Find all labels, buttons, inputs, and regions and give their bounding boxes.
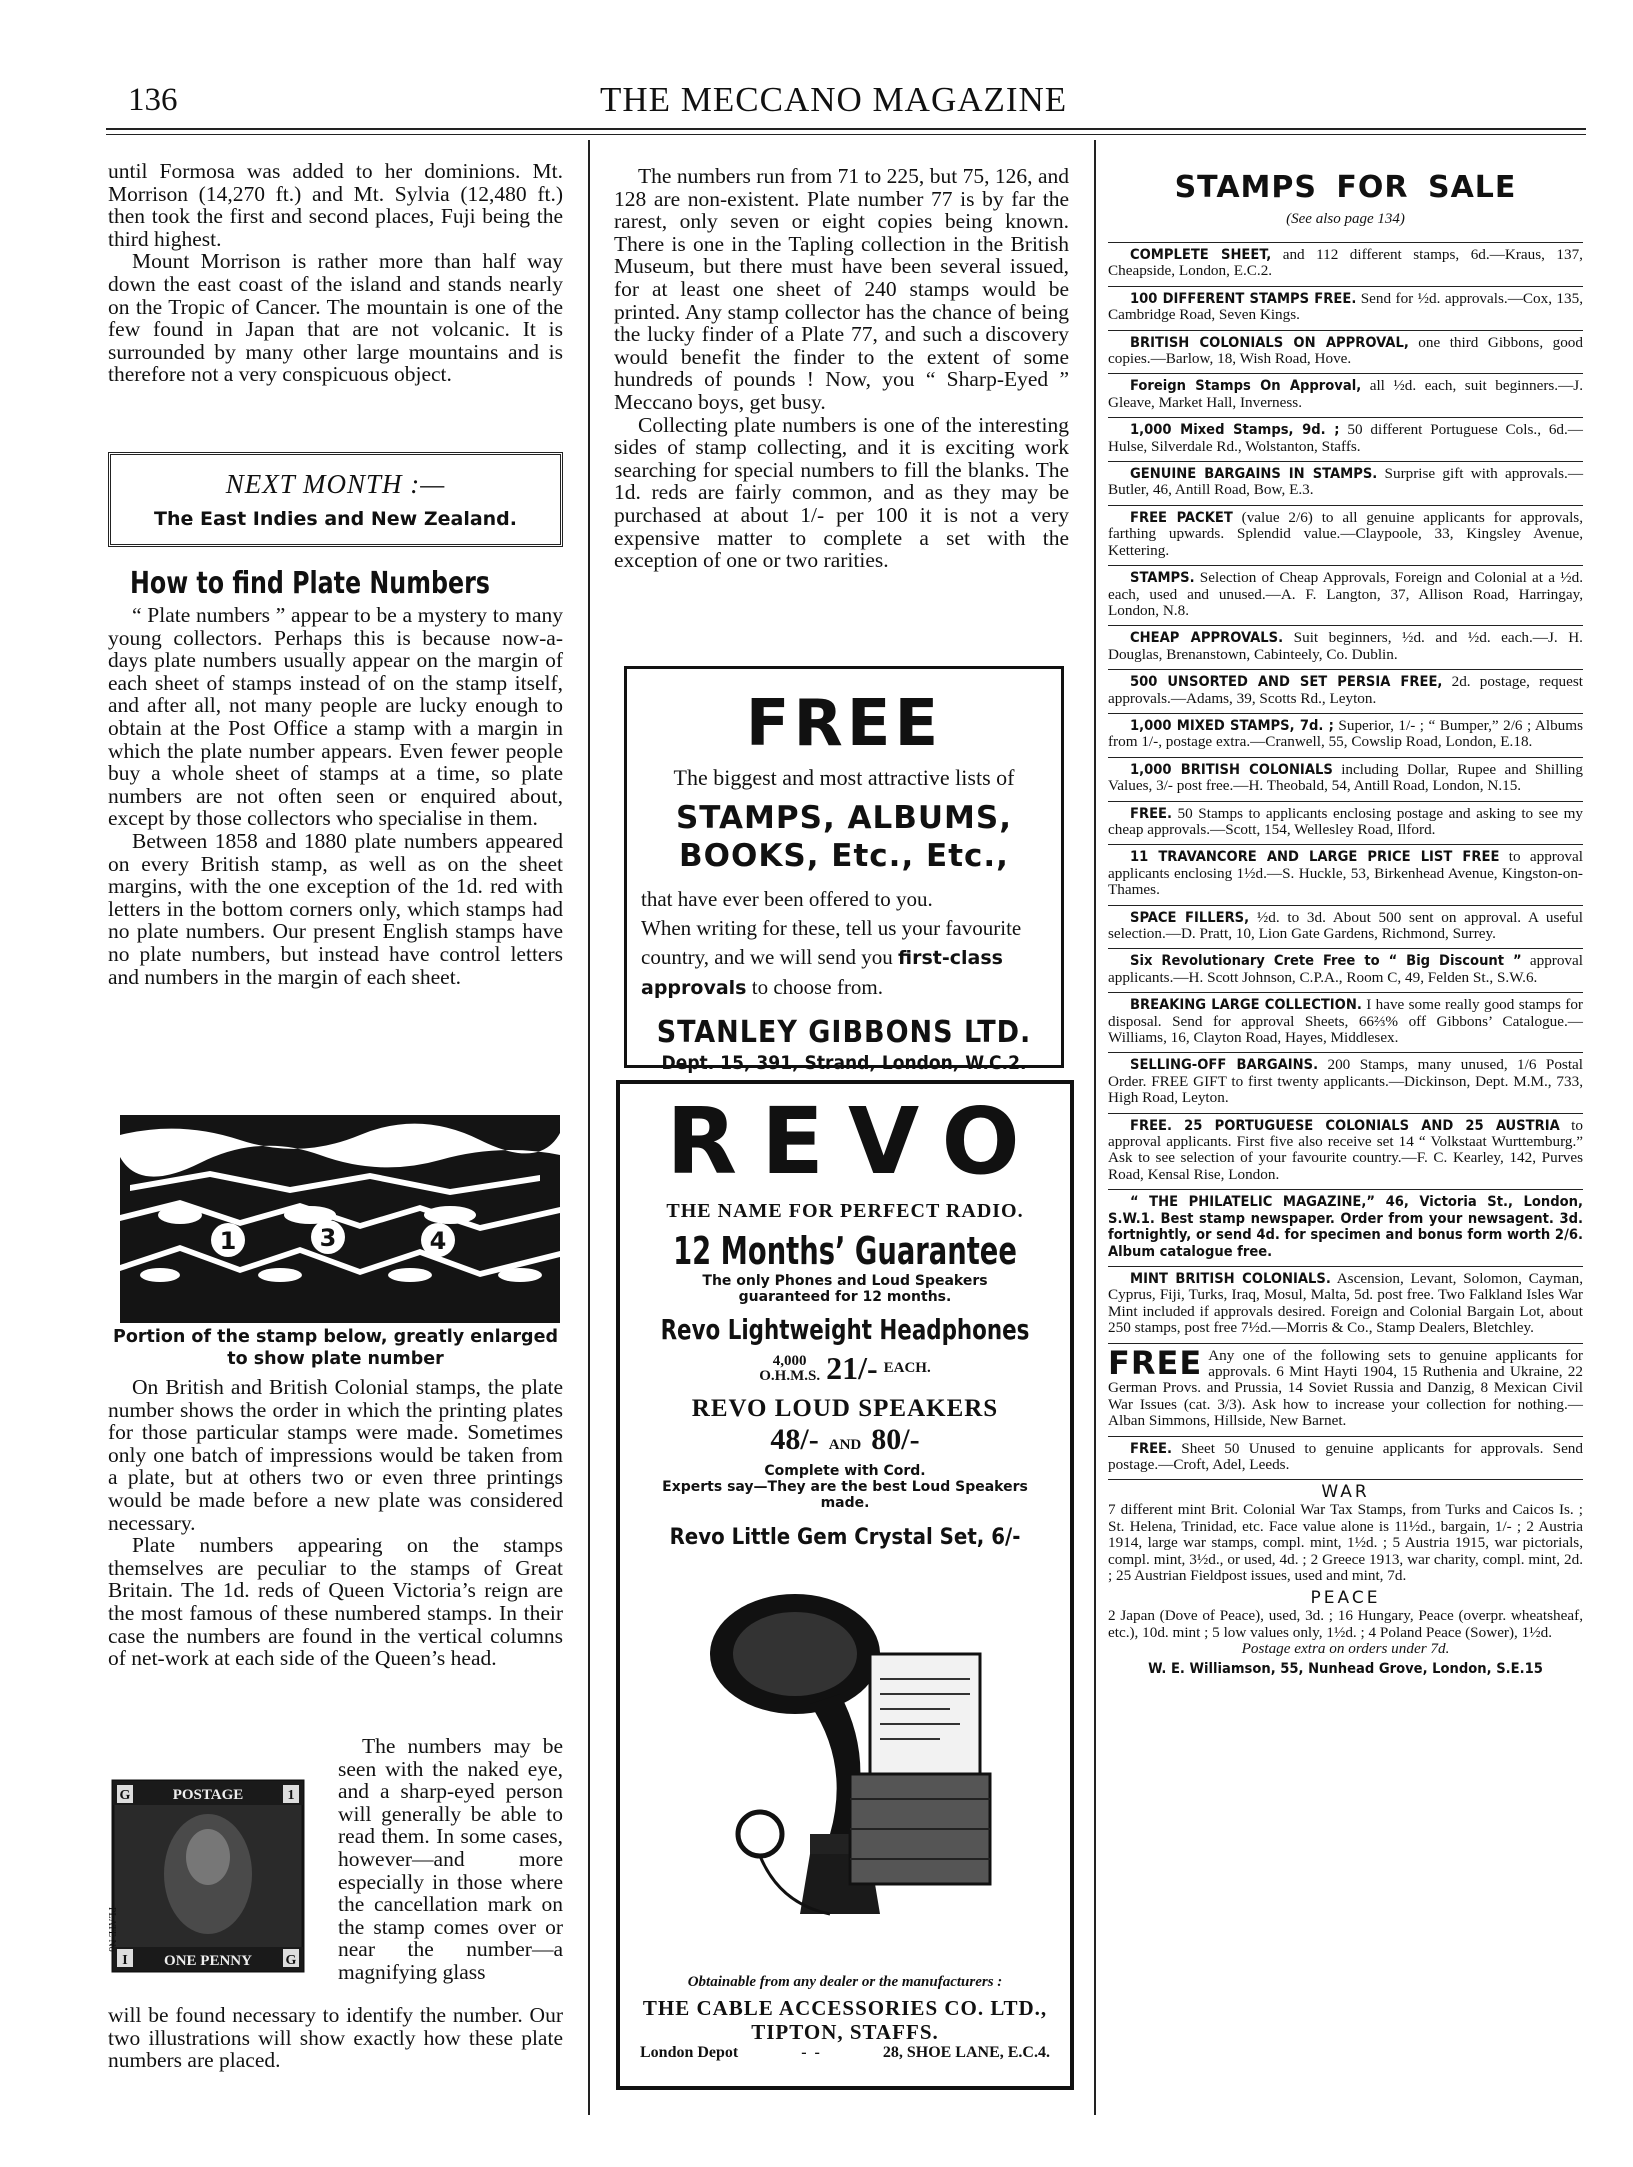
revo-experts: Experts say—They are the best Loud Speakers made. [662,1479,1028,1511]
ad-text: I have some really good stamps for disposal. Send for approval Sheets, 66⅔% off Gibbons’ Catalogue.—Williams, 16, Clayton Road, Hayes, Middlesex. [1108,996,1583,1047]
ad-text: (value 2/6) to all genuine applicants for approvals, farthing upwards. Splendid value.—Claypoole, 33, Kingsley Avenue, Kettering. [1108,508,1584,559]
advertiser-signoff: W. E. Williamson, 55, Nunhead Grove, London, S.E.15 [1148,1659,1543,1677]
ohms-number: 4,000 [772,1352,807,1369]
revo-obtainable: Obtainable from any dealer or the manufacturers : [687,1974,1003,1990]
classifieds-see-also: (See also page 134) [1286,211,1405,227]
stamp-value-text: ONE PENNY [164,1953,252,1969]
manufacturer-town: TIPTON, STAFFS. [751,2020,939,2044]
advert-text: to choose from. [746,975,883,999]
classified-ad [1108,669,1583,713]
classified-ad [1108,461,1583,505]
and-label: AND [828,1437,862,1453]
free-word: FREE [1108,1343,1203,1382]
ad-lead: SELLING-OFF BARGAINS. [1130,1056,1319,1074]
classified-ad [1108,801,1583,845]
classified-ad [1108,757,1583,801]
advert-emphasis: first-class approvals [641,947,1003,999]
stanley-gibbons-advert [624,666,1064,1074]
ad-text: Superior, 1/- ; “ Bumper,” 2/6 ; Albums from 1/-, postage extra.—Cranwell, 55, Cowslip Road, London, E.18. [1108,716,1583,751]
ad-lead: FREE. [1130,804,1173,822]
advert-text: When writing for these, tell us your favourite country, and we will send you [641,916,1022,969]
ad-lead: GENUINE BARGAINS IN STAMPS. [1130,465,1378,483]
paragraph: On British and British Colonial stamps, the plate number shows the order in which the printing plates for those particular stamps were made. Sometimes only one batch of impressions would be taken from a plate, but at others two or even three printings would be made before a new plate was considered necessary. [108,1375,563,1535]
radio-horn-illustration [700,1584,1000,1964]
revo-guarantee: 12 Months’ Guarantee [673,1229,1017,1273]
ad-text: 2d. postage, request approvals.—Adams, 39, Scotts Rd., Leyton. [1108,673,1583,707]
ad-lead: COMPLETE SHEET, [1130,246,1272,263]
ad-text: to approval applicants enclosing 1½d.—S. Huckle, 53, Birkenhead Avenue, Kingston-on-Thames. [1108,848,1583,899]
ad-lead: 11 TRAVANCORE AND LARGE PRICE LIST FREE [1130,848,1500,866]
ohms-label: O.H.M.S. [759,1367,821,1384]
ad-text: and 112 different stamps, 6d.—Kraus, 137, Cheapside, London, E.C.2. [1108,246,1583,280]
revo-headphone-price [620,1350,1070,1387]
peace-heading: PEACE [1310,1588,1381,1609]
ad-lead: BRITISH COLONIALS ON APPROVAL, [1130,333,1409,351]
header-rule-thin [106,134,1586,135]
revo-loudspeaker-prices [620,1423,1070,1457]
advert-headline: FREE [745,687,943,761]
classified-ad [1108,992,1583,1052]
advert-body [627,885,1061,1003]
classified-ad [1108,1189,1583,1266]
penny-red-stamp-image [105,1777,310,1977]
ad-text: Send for ½d. approvals.—Cox, 135, Cambridge Road, Seven Kings. [1108,289,1583,324]
article-body-tail [108,2004,563,2072]
classified-ad [1108,242,1583,286]
article-body-wrap [338,1735,563,1984]
paragraph: will be found necessary to identify the number. Our two illustrations will show exactly how these plate numbers are placed. [108,2003,563,2073]
advert-line: The biggest and most attractive lists of [673,765,1015,790]
classified-ad [1108,625,1583,669]
ad-lead: Six Revolutionary Crete Free to “ Big Discount ” [1130,952,1522,970]
war-heading: WAR [1321,1482,1370,1503]
next-month-label: NEXT MONTH :— [225,469,446,499]
ad-text: Suit beginners, ½d. and ½d. each.—J. H. Douglas, Brenanstown, Cabinteely, Co. Dublin. [1108,629,1583,663]
ad-lead: “ THE PHILATELIC MAGAZINE,” 46, Victoria St., London, S.W.1. Best stamp newspaper. Order from your newsagent. 3d. fortnightly, or send 4d. for specimen and bonus form worth 2/6. Album catalogue free. [1108,1193,1583,1260]
classified-ad [1108,905,1583,949]
ad-lead: SPACE FILLERS, [1130,908,1250,926]
next-month-box [108,452,563,547]
figure-digit: 3 [319,1224,337,1252]
revo-radio-advert [616,1080,1074,2090]
stamp-letter: 1 [287,1788,295,1803]
ad-text: Surprise gift with approvals.—Butler, 46, Antill Road, Bow, E.3. [1108,465,1584,499]
advert-text: that have ever been offered to you. [641,887,933,911]
postage-note: Postage extra on orders under 7d. [1241,1640,1450,1658]
stamp-letter: G [119,1788,131,1803]
ad-lead: STAMPS. [1130,569,1195,587]
price: 21/- [826,1350,878,1386]
revo-brand: REVO [666,1088,1044,1195]
paragraph: “ Plate numbers ” appear to be a mystery to many young collectors. Perhaps this is because now-a-days plate numbers usually appear on the margin of each sheet of stamps instead of on the stamp itself, and after all, not many people are lucky enough to obtain at the Post Office a stamp with a margin in which the plate number appears. Even fewer people buy a whole sheet of stamps at a time, so plate numbers are not often seen or enquired about, except by those collectors who specialise in them. [108,603,563,831]
plate-number-enlargement [120,1115,560,1323]
classified-ad [1108,565,1583,625]
ad-text: one third Gibbons, good copies.—Barlow, 18, Wish Road, Hove. [1108,333,1583,368]
stamps-for-sale-column [1108,160,1583,1677]
ad-lead: FREE. 25 PORTUGUESE COLONIALS AND 25 AUSTRIA [1130,1116,1560,1134]
ad-lead: 500 UNSORTED AND SET PERSIA FREE, [1130,673,1443,691]
classified-ad [1108,1113,1583,1190]
figure-digit: 4 [429,1227,447,1255]
revo-london-depot: London Depot - - 28, SHOE LANE, E.C.4. [640,2044,1050,2061]
article-heading: How to find Plate Numbers [130,566,490,601]
advert-company: STANLEY GIBBONS LTD. [656,1015,1032,1050]
ad-lead: 1,000 Mixed Stamps, 9d. ; [1130,421,1340,439]
advert-address: Dept. 15, 391, Strand, London, W.C.2. [661,1052,1027,1074]
ad-lead: 1,000 MIXED STAMPS, 7d. ; [1130,716,1334,734]
manufacturer-name: THE CABLE ACCESSORIES CO. LTD., [642,1996,1048,2020]
stamp-letter: I [122,1953,128,1968]
classified-ad [1108,417,1583,461]
ad-lead: FREE. [1130,1439,1173,1457]
ad-text: 50 different Portuguese Cols., 6d.—Hulse, Silverdale Rd., Wolstanton, Staffs. [1108,421,1583,455]
classified-ad [1108,286,1583,330]
classified-ad [1108,330,1583,374]
column-divider [588,140,590,2115]
ad-text: all ½d. each, suit beginners.—J. Gleave, Market Hall, Inverness. [1108,377,1583,411]
ad-text: including Dollar, Rupee and Shilling Values, 3/- post free.—H. Theobald, 54, Antill Road, London, N.15. [1108,760,1583,795]
free-sets-advert [1108,1343,1583,1430]
classified-ad [1108,713,1583,757]
free-sets-text: Any one of the following sets to genuine applicants for approvals. 6 Mint Hayti 1904, 15 Ruthenia and Ukraine, 22 German Provs. and Prussia, 14 Soviet Russia and Danzig, 8 Mexican Civil War Issues (cat. 3/3). Ask how to increase your collection for nothing.—Alban Simmons, Hillside, New Barnet. [1108,1346,1583,1430]
figure-digit: 1 [219,1227,237,1255]
classified-ad [1108,373,1583,417]
revo-crystal-set: Revo Little Gem Crystal Set, 6/- [669,1525,1021,1550]
classified-ad [1108,1266,1583,1343]
ad-lead: CHEAP APPROVALS. [1130,629,1284,647]
price: 48/- [770,1423,819,1456]
paragraph: Mount Morrison is rather more than half way down the east coast of the island and stands nearly on the Tropic of Cancer. The mountain is one of the few found in Japan that are not volcanic. It is surrounded by many other large mountains and is therefore not a very conspicuous object. [108,249,563,387]
column-2-text [614,165,1069,572]
next-month-topic: The East Indies and New Zealand. [154,508,517,530]
figure-caption: Portion of the stamp below, greatly enlarged to show plate number [113,1327,558,1369]
magazine-title: THE MECCANO MAGAZINE [600,80,1068,119]
revo-tagline: THE NAME FOR PERFECT RADIO. [666,1200,1024,1222]
classified-ad [1108,505,1583,565]
classified-ads-list [1108,242,1583,1343]
ad-lead: MINT BRITISH COLONIALS. [1130,1269,1331,1287]
article-body [108,604,563,988]
ad-lead: FREE PACKET [1130,508,1233,526]
classified-ad [1108,948,1583,992]
article-body-continued [108,1376,563,1670]
ad-text: Ascension, Levant, Solomon, Cayman, Cyprus, Fiji, Turks, Iraq, Mosul, Malta, 5d. post free. Two Falkland Isles War Mint included if approvals desired. Foreign and Colonial Bargain Lot, about 250 stamps, post free 7½d.—Morris & Co., Stamp Dealers, Bletchley. [1108,1269,1583,1337]
paragraph: Collecting plate numbers is one of the interesting sides of stamp collecting, and it is exciting work searching for special numbers to fill the blanks. The 1d. reds are fairly common, and as they may be purchased at about 1/- per 100 it is not a very expensive matter to complete a set with the exception of one or two rarities. [614,412,1069,573]
plate-no-label: PLATE No [106,1907,117,1952]
ad-lead: 1,000 BRITISH COLONIALS [1130,760,1333,778]
paragraph: Between 1858 and 1880 plate numbers appeared on every British stamp, as well as on the sheet margins, with the one exception of the 1d. red with letters in the bottom corners only, which stamps had no plate numbers. Our present English stamps have no plate numbers, but instead have control letters and numbers in the margin of each sheet. [108,828,563,989]
classifieds-title: STAMPS FOR SALE [1174,170,1517,205]
classified-ad [1108,1436,1583,1480]
ad-text: Sheet 50 Unused to genuine applicants for approvals. Send postage.—Croft, Adel, Leeds. [1108,1439,1583,1473]
ad-lead: BREAKING LARGE COLLECTION. [1130,996,1362,1014]
war-text: 7 different mint Brit. Colonial War Tax Stamps, from Turks and Caicos Is. ; St. Helena, Trinidad, etc. Face value alone is 11½d., bargain, 1/- ; 2 Austria 1914, large war stamps, compl. mint, 1½d. ; 5 Austria 1915, war pictorials, compl. mint, 3½d., or used, 4d. ; 2 Greece 1913, war charity, compl. mint, 2d. ; 25 Austrian Fieldpost issues, used and mint, 7d. [1108,1501,1583,1584]
revo-only-line: The only Phones and Loud Speakers guaranteed for 12 months. [702,1273,988,1305]
ad-lead: Foreign Stamps On Approval, [1130,377,1362,395]
stamp-postage-text: POSTAGE [172,1787,244,1803]
price: 80/- [871,1423,920,1456]
each-label: EACH. [883,1359,931,1376]
page-number: 136 [128,82,178,118]
ad-text: ½d. to 3d. About 500 sent on approval. A useful selection.—D. Pratt, 10, Lion Gate Gardens, Richmond, Surrey. [1108,908,1583,942]
ad-text: Selection of Cheap Approvals, Foreign and Colonial at a ½d. each, used and unused.—A. F. Langton, 37, Allison Road, Harringay, London, N.8. [1108,569,1583,619]
ad-text: 200 Stamps, many unused, 1/6 Postal Order. FREE GIFT to first twenty applicants.—Dickinson, Dept. M.M., 733, High Road, Leyton. [1108,1056,1584,1107]
revo-cord: Complete with Cord. [764,1463,926,1479]
revo-manufacturer [620,1996,1070,2044]
ad-lead: 100 DIFFERENT STAMPS FREE. [1130,289,1357,307]
paragraph: The numbers may be seen with the naked eye, and a sharp-eyed person will generally be able to read them. In some cases, however—and more especially in those where the cancellation mark on the stamp comes over or near the number—a magnifying glass [338,1734,563,1984]
peace-text: 2 Japan (Dove of Peace), used, 3d. ; 16 Hungary, Peace (overpr. wheatsheaf, etc.), 10d. mint ; 5 low values only, 1½d. ; 4 Poland Peace (Sower), 1½d. [1108,1607,1583,1641]
depot-label: London Depot [640,2044,739,2061]
paragraph: Plate numbers appearing on the stamps themselves are peculiar to the stamps of Great Britain. The 1d. reds of Queen Victoria’s reign are the most famous of these numbered stamps. In their case the numbers are found in the vertical columns of net-work at each side of the Queen’s head. [108,1533,563,1671]
paragraph: until Formosa was added to her dominions. Mt. Morrison (14,270 ft.) and Mt. Sylvia (12,480 ft.) then took the first and second places, Fuji being the third highest. [108,159,563,251]
advert-stamps-line: BOOKS, Etc., Etc., [679,838,1009,874]
column-1-intro [108,160,563,386]
revo-headphones: Revo Lightweight Headphones [660,1313,1030,1346]
stamp-letter: G [285,1953,297,1968]
paragraph: The numbers run from 71 to 225, but 75, 126, and 128 are non-existent. Plate number 77 is by far the rarest, only seven or eight copies being known. There is one in the Tapling collection in the British Museum, but there must have been several issued, for at least one sheet of 240 stamps would be printed. Any stamp collector has the chance of being the lucky finder of a Plate 77, and such a discovery would benefit the finder to the extent of some hundreds of pounds ! Now, you “ Sharp-Eyed ” Meccano boys, get busy. [614,164,1069,414]
classified-ad [1108,844,1583,904]
ad-text: 50 Stamps to applicants enclosing postage and asking to see my cheap approvals.—Scott, 154, Wellesley Road, Ilford. [1108,804,1583,838]
depot-address: 28, SHOE LANE, E.C.4. [882,2044,1050,2061]
advert-stamps-line: STAMPS, ALBUMS, [675,800,1013,836]
header-rule [106,128,1586,130]
column-divider [1094,140,1096,2115]
ad-text: to approval applicants. First five also receive set 14 “ Volkstaat Wurttemburg.” Ask to see selection of your favourite country.—F. C. Kearley, 142, Purves Road, Kensal Rise, London. [1108,1116,1583,1183]
ad-text: approval applicants.—H. Scott Johnson, C.P.A., Room C, 49, Felden St., S.W.6. [1108,952,1583,986]
revo-loudspeakers: REVO LOUD SPEAKERS [691,1395,999,1422]
classified-ad [1108,1052,1583,1112]
williamson-advert [1108,1479,1583,1677]
